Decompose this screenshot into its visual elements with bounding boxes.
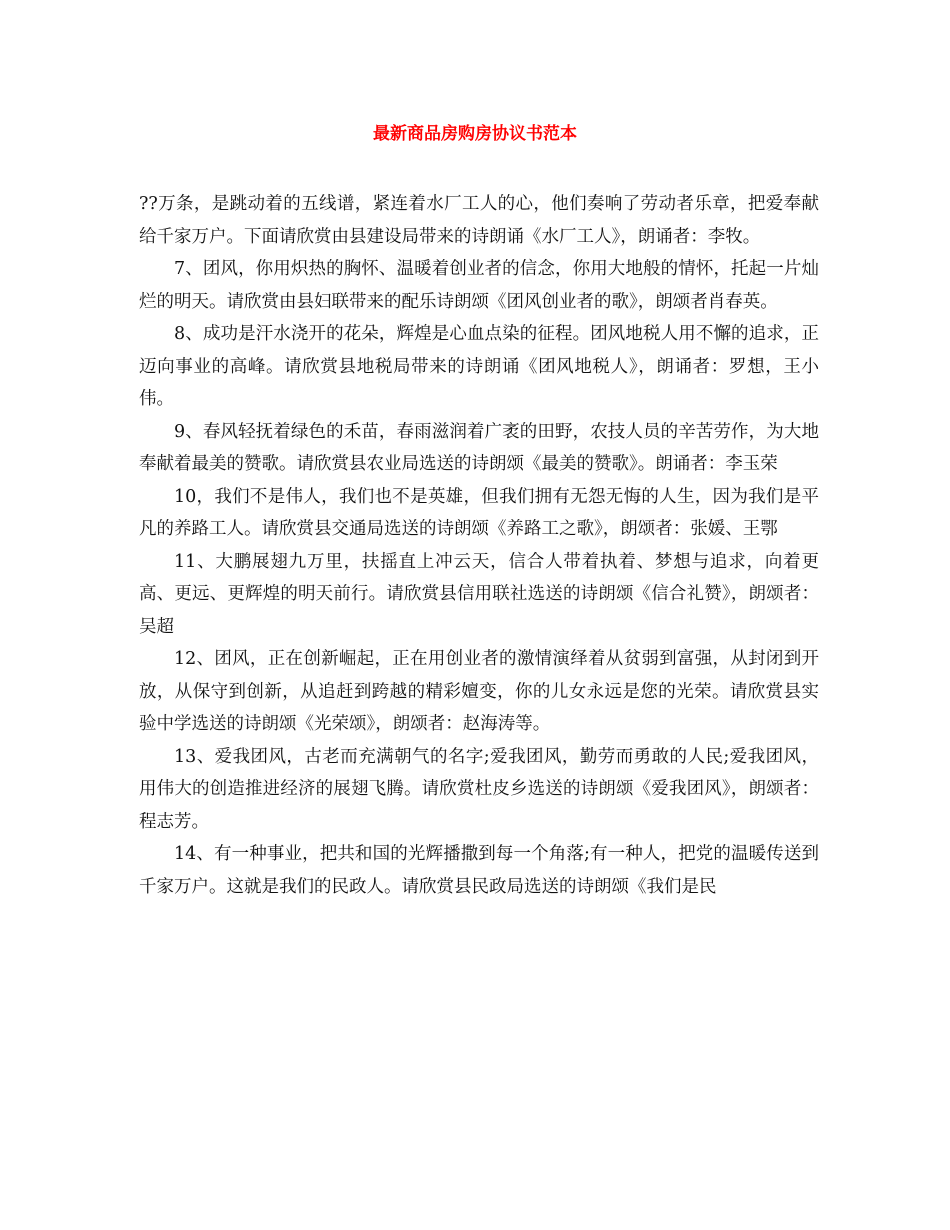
paragraph: 14、有一种事业，把共和国的光辉播撒到每一个角落;有一种人，把党的温暖传送到千家万户。这就是我们的民政人。请欣赏县民政局选送的诗朗颂《我们是民 [139,844,819,897]
paragraph: ??万条，是跳动着的五线谱，紧连着水厂工人的心，他们奏响了劳动者乐章，把爱奉献给千家万户。下面请欣赏由县建设局带来的诗朗诵《水厂工人》，朗诵者：李牧。 [139,194,819,247]
paragraph: 12、团风，正在创新崛起，正在用创业者的激情演绎着从贫弱到富强，从封闭到开放，从保守到创新，从追赶到跨越的精彩嬗变，你的儿女永远是您的光荣。请欣赏县实验中学选送的诗朗颂《光荣颂》，朗颂者：赵海涛等。 [139,649,819,734]
document-body [139,188,819,903]
paragraph: 10，我们不是伟人，我们也不是英雄，但我们拥有无怨无悔的人生，因为我们是平凡的养路工人。请欣赏县交通局选送的诗朗颂《养路工之歌》，朗颂者：张媛、王鄂 [139,486,819,539]
paragraph: 9、春风轻抚着绿色的禾苗，春雨滋润着广袤的田野，农技人员的辛苦劳作，为大地奉献着最美的赞歌。请欣赏县农业局选送的诗朗颂《最美的赞歌》。朗诵者：李玉荣 [139,421,819,474]
paragraph: 8、成功是汗水浇开的花朵，辉煌是心血点染的征程。团风地税人用不懈的追求，正迈向事业的高峰。请欣赏县地税局带来的诗朗诵《团风地税人》，朗诵者：罗想，王小伟。 [139,324,819,409]
document-title: 最新商品房购房协议书范本 [373,124,577,144]
paragraph: 11、大鹏展翅九万里，扶摇直上冲云天，信合人带着执着、梦想与追求，向着更高、更远、更辉煌的明天前行。请欣赏县信用联社选送的诗朗颂《信合礼赞》，朗颂者：吴超 [139,551,819,637]
paragraph: 7、团风，你用炽热的胸怀、温暖着创业者的信念，你用大地般的情怀，托起一片灿烂的明天。请欣赏由县妇联带来的配乐诗朗颂《团风创业者的歌》，朗颂者肖春英。 [139,259,819,312]
paragraph: 13、爱我团风，古老而充满朝气的名字;爱我团风，勤劳而勇敢的人民;爱我团风，用伟大的创造推进经济的展翅飞腾。请欣赏杜皮乡选送的诗朗颂《爱我团风》，朗颂者：程志芳。 [139,746,819,832]
